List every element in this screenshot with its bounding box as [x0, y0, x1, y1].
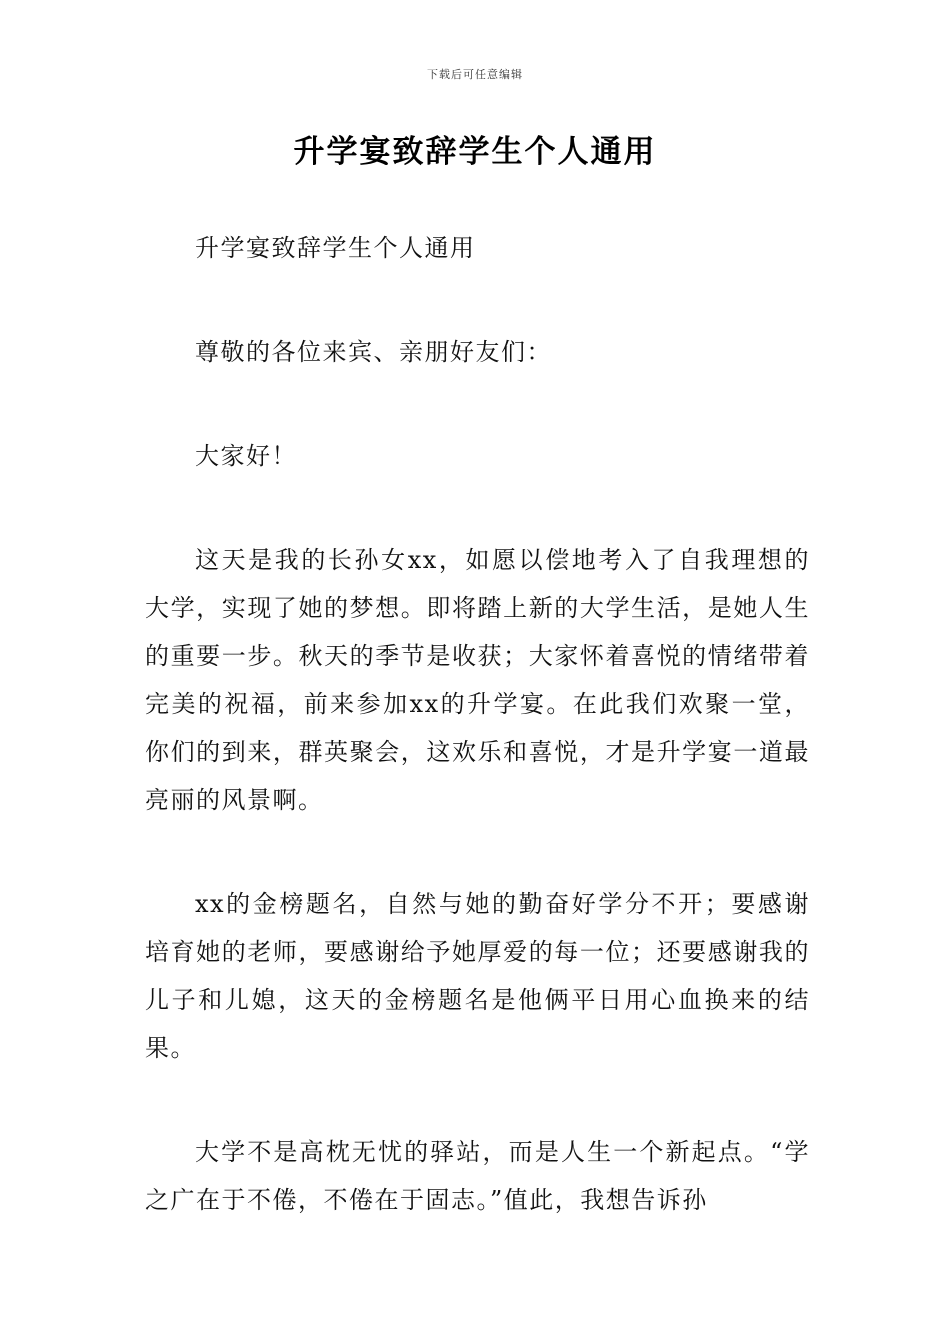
- paragraph-3: 大学不是高枕无忧的驿站，而是人生一个新起点。“学之广在于不倦，不倦在于固志。”值此，我想告诉孙: [145, 1138, 810, 1214]
- paragraph-2: xx的金榜题名，自然与她的勤奋好学分不开；要感谢培育她的老师，要感谢给予她厚爱的每一位；还要感谢我的儿子和儿媳，这天的金榜题名是他俩平日用心血换来的结果。: [145, 890, 810, 1062]
- paragraph-greeting: 大家好！: [195, 442, 297, 470]
- header-note: 下载后可任意编辑: [427, 68, 523, 81]
- page-title: 升学宴致辞学生个人通用: [293, 134, 657, 170]
- paragraph-1: 这天是我的长孙女xx，如愿以偿地考入了自我理想的大学，实现了她的梦想。即将踏上新的大学生活，是她人生的重要一步。秋天的季节是收获；大家怀着喜悦的情绪带着完美的祝福，前来参加xx的升学宴。在此我们欢聚一堂，你们的到来，群英聚会，这欢乐和喜悦，才是升学宴一道最亮丽的风景啊。: [145, 546, 810, 814]
- document-body: [145, 224, 810, 1280]
- paragraph-salutation: 尊敬的各位来宾、亲朋好友们：: [195, 338, 552, 366]
- paragraph-subtitle: 升学宴致辞学生个人通用: [195, 234, 476, 262]
